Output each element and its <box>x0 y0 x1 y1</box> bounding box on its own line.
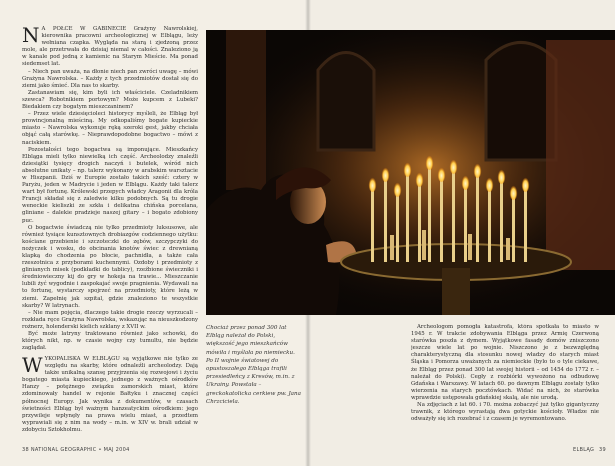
paragraph: – Niech pan uważa, na dłonie niech pan zwróci uwagę – mówi Grażyna Nawrolska. – Każdy z tych przedmiotów dostał się do ziemi jako śmieć. Dla nas to skarby. <box>22 68 198 89</box>
photo-caption: Chociaż przez ponad 300 lat Elbląg należał do Polski, większość jego mieszkańców mówiła i myślała po niemiecku. Po II wojnie światowej do opustoszałego Elbląga trafili przesiedleńcy z Kresów, m.in. z Ukrainy. Powstała – greckokatolicka cerkiew pw. Jana Chrzciciela. <box>206 325 301 405</box>
right-folio-label: ELBLĄG <box>573 447 595 453</box>
paragraph: YKOPALISKA W ELBLĄGU są wyjątkowe nie tylko ze względu na skarby, które odnaleźli archeolodzy. Dają także unikalną szansę przyjrzenia się rozwojowi i życiu bogatego miasta kupieckiego, jednego z ważnych ośrodków Hanzy – potężnego związku zamorskich miast, które zdominowały handel w rejonie Bałtyku i znacznej części północnej Europy. Jak wynika z dokumentów, w czasach świetności Elbląg był ważnym hanzeatyckim ośrodkiem: jego przywileje wpłynęły na prawa wielu miast, a przedtem wyprawiali się z nim na wody – m.in. w XIV w. brali udział w zdobyciu Sztokholmu. <box>22 356 198 433</box>
dropcap-w: W <box>22 356 43 377</box>
candle-stand-icon <box>206 30 615 315</box>
paragraph: – Przez wiele dziesięcioleci historycy myśleli, że Elbląg był prowincjonalną mieściną. My odkopaliśmy bogate kupieckie miasto – Nawrolska wykonuje ręką szeroki gest, jakby chciała objąć całą starówkę. – Nieprawdopodobne bogactwo – mówi z naciskiem. <box>22 111 198 146</box>
candle-stand-base <box>442 268 470 315</box>
paragraph: Zastanawiam się, kim byli ich właściciele. Czeladnikiem szewca? Robotnikiem portowym? Może kupcem z Lubeki? Biedakiem czy bogatym mieszczaninem? <box>22 89 198 111</box>
paragraph: Być może latryny traktowano również jako schowki, do których nikt, np. w czasie wojny czy tumultu, nie będzie zaglądał. <box>22 331 198 352</box>
left-column-2 <box>22 356 198 444</box>
dropcap-n: N <box>22 26 40 47</box>
candle-photo <box>206 30 615 315</box>
arch-window <box>318 53 374 151</box>
icon-panel <box>546 40 615 270</box>
painted-column <box>226 30 266 190</box>
left-column-1 <box>22 26 198 356</box>
left-folio: 38 NATIONAL GEOGRAPHIC • MAJ 2004 <box>22 447 130 453</box>
paragraph: O bogactwie świadczą nie tylko przedmioty luksusowe, ale również tysiące kunsztownych drobiazgów codziennego użytku: kościane grzebienie i szczoteczki do zębów, szczypczyki do nożyczek i wosku, do obcinania knotów świec z drewnianą klapką do chodzenia po błocie, pachnidła, a także cała rzeszotnica z przyborami kuchennymi. Ozdoby i przedmioty z glinianych misek (podkładki do tablicy), rzeźbione świeczniki i średniowieczny kij do gry w hokeja na trawie... Mieszczanie lubili żyć wygodnie i zaspokajać swoje pragnienia. Wydawali na to fortunę, wystarczy spojrzeć na przedmioty, które leżą w ziemi. Zapełnię jak szpital, gdzie znaleziono te wszystkie skarby? W latrynach. <box>22 224 198 309</box>
paragraph: Na zdjęciach z lat 60. i 70. można zobaczyć już tylko gigantyczny trawnik, z którego wyrastają dwa gotyckie kościoły. Władze nie odważyły się ich rozebrać i z czasem je wyremontowano. <box>411 402 599 423</box>
right-folio-number: 39 <box>599 447 606 453</box>
paragraph: – Nie mam pojęcia, dlaczego takie drogie rzeczy wyrzucali – rozkłada ręce Grażyna Nawrolska, wskazując na nieuszkodzony rożnerz, holenderski kielich szklany z XVII w. <box>22 309 198 330</box>
right-column-1 <box>411 324 599 444</box>
paragraph: Pozostałości tego bogactwa są imponujące. Mieszkańcy Elbląga mieli tylko niewielką ich część. Archeolodzy znaleźli dziesiątki tysięcy drogich naczyń i butelek, wśród nich absolutne unikaty – np. talerz wykonany w arabskim warsztacie w Hiszpanii. Dziś w Europie zostało takich sześć: cztery w Paryżu, jeden w Madrycie i jeden w Elblągu. Każdy taki talerz wart był fortunę. Królewski przepych władcy Aragonii dla króla Francji składał się z zaledwie kilku podobnych. Są tu drogie weneckie kieliszki ze szkła i delikatna chińska porcelana, gliniane – dalekie pradzieje naszej gitary – i bogato zdobiony puc. <box>22 146 198 224</box>
paragraph: A PÓŁCE W GABINECIE Grażyny Nawrolskiej, kierownika pracowni archeologicznej w Elblągu, leży wełniana czapka. Wygląda na starą i zjedzoną przez mole, ale przetrwała do dzisiaj niemal w całości. Znaleziono ją w kanale pod jedną z kamienic na Starym Mieście. Ma ponad siedemset lat. <box>22 26 198 68</box>
paragraph: Archeologom pomogła katastrofa, która spotkała to miasto w 1945 r. W trakcie zdobywania Elbląga przez Armię Czerwoną starówka poszła z dymem. Wyjątkowe fasady domów zniszczono jeszcze wiele lat po wojnie. Niszczono je z bezwzględną charakterystyczną dla stosunku nowej władzy do starych miast Śląska i Pomorza uważanych za niemieckie (bylo to o tyle ciekawe, że Elbląg przez ponad 300 lat swojej historii – od 1454 do 1772 r. – należał do Polski). Cegły z rozbiórki wywożono na odbudowę Gdańska i Warszawy. W latach 60. po dawnym Elblągu zostały tylko wierzenia na starych pocztówkach. Widać na nich, że starówka wprawdzie ustępowała gdańskiej skalą, ale nie urodą. <box>411 324 599 401</box>
arch-window <box>486 43 556 161</box>
